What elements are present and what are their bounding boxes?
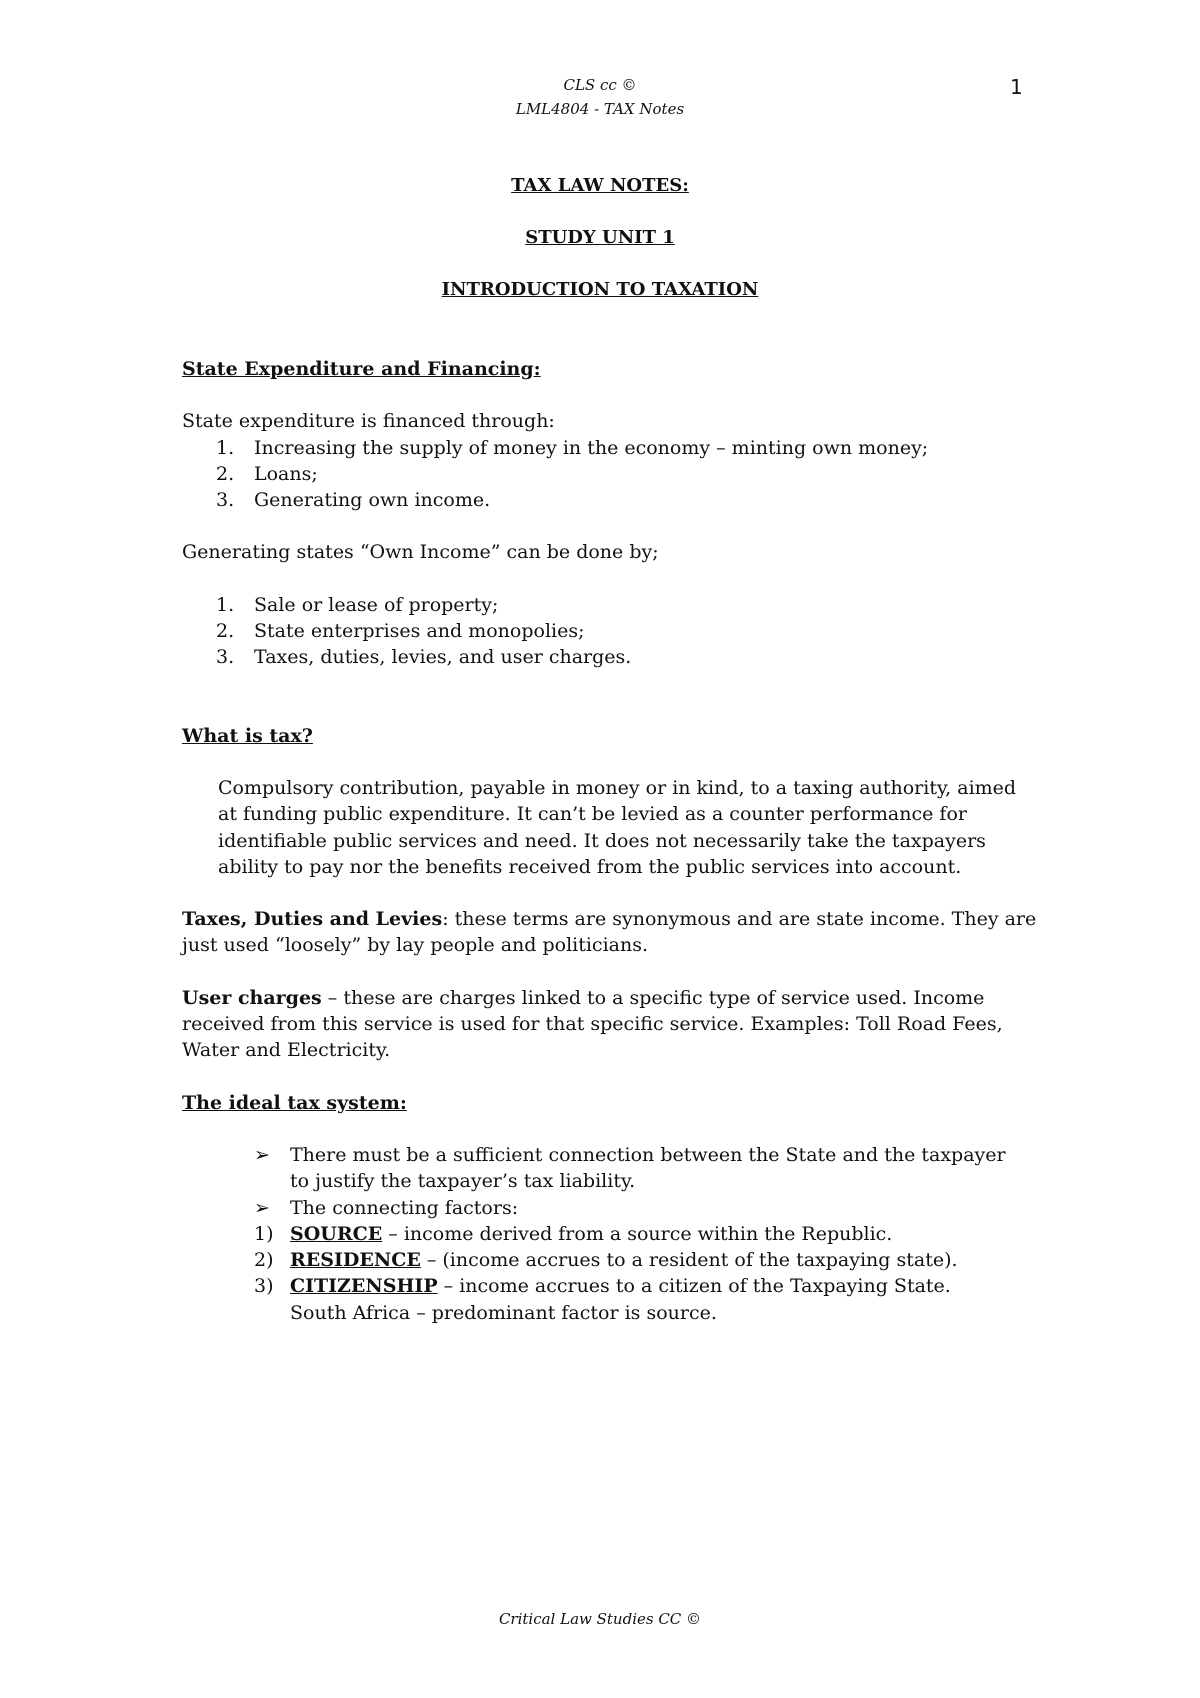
arrow-bullet-icon: ➢: [254, 1143, 270, 1166]
list-item: 2) RESIDENCE – (income accrues to a resident of the taxpaying state).: [254, 1249, 958, 1272]
term-residence: RESIDENCE: [290, 1249, 421, 1272]
document-body: [182, 356, 1042, 1326]
study-unit-title: STUDY UNIT 1: [525, 227, 675, 248]
header-company: CLS cc ©: [563, 76, 637, 94]
document-title: TAX LAW NOTES:: [511, 175, 689, 196]
topic-title: INTRODUCTION TO TAXATION: [441, 279, 759, 300]
arrow-bullet-icon: ➢: [254, 1196, 270, 1219]
list-item: 2. Loans;: [216, 462, 318, 485]
list-item: 1. Increasing the supply of money in the economy – minting own money;: [216, 436, 929, 459]
section-heading-ideal-tax-system: The ideal tax system:: [182, 1091, 407, 1114]
user-charges-paragraph: User charges – these are charges linked to a specific type of service used. Income received from this service is used for that specific service. Examples: Toll Road Fees, Water and Electricity.: [182, 986, 1003, 1062]
page-number: 1: [1010, 75, 1023, 99]
term-taxes-duties-levies: Taxes, Duties and Levies: [182, 908, 443, 931]
list-item: 1) SOURCE – income derived from a source within the Republic.: [254, 1222, 893, 1245]
list-item: 3. Generating own income.: [216, 489, 491, 512]
list-item: 3. Taxes, duties, levies, and user charges.: [216, 646, 632, 669]
list-item: ➢ The connecting factors:: [182, 1195, 1010, 1221]
list-item: ➢ There must be a sufficient connection between the State and the taxpayer to justify the taxpayer’s tax liability.: [254, 1143, 1006, 1193]
page-footer: Critical Law Studies CC ©: [498, 1610, 702, 1628]
term-source: SOURCE: [290, 1222, 383, 1245]
section-heading-state-expenditure: State Expenditure and Financing:: [182, 358, 541, 380]
financing-intro: State expenditure is financed through:: [182, 410, 555, 433]
header-course: LML4804 - TAX Notes: [515, 100, 685, 118]
list-item: 3) CITIZENSHIP – income accrues to a citizen of the Taxpaying State. South Africa – predominant factor is source.: [254, 1275, 951, 1324]
own-income-list: [182, 592, 1042, 671]
tax-definition: Compulsory contribution, payable in money or in kind, to a taxing authority, aimed at funding public expenditure. It can’t be levied as a counter performance for identifiable public services and need. It does not necessarily take the taxpayers ability to pay nor the benefits received from the public services into account.: [218, 776, 1017, 878]
taxes-duties-levies-paragraph: Taxes, Duties and Levies: these terms are synonymous and are state income. They are just used “loosely” by lay people and politicians.: [182, 908, 1037, 957]
term-citizenship: CITIZENSHIP: [290, 1275, 438, 1298]
term-user-charges: User charges: [182, 986, 322, 1009]
financing-list: [182, 435, 1042, 514]
list-item: 1. Sale or lease of property;: [216, 593, 499, 616]
own-income-intro: Generating states “Own Income” can be done by;: [182, 541, 659, 564]
ideal-tax-list: [182, 1142, 1042, 1326]
list-item: 2. State enterprises and monopolies;: [216, 620, 585, 643]
section-heading-what-is-tax: What is tax?: [182, 724, 313, 747]
